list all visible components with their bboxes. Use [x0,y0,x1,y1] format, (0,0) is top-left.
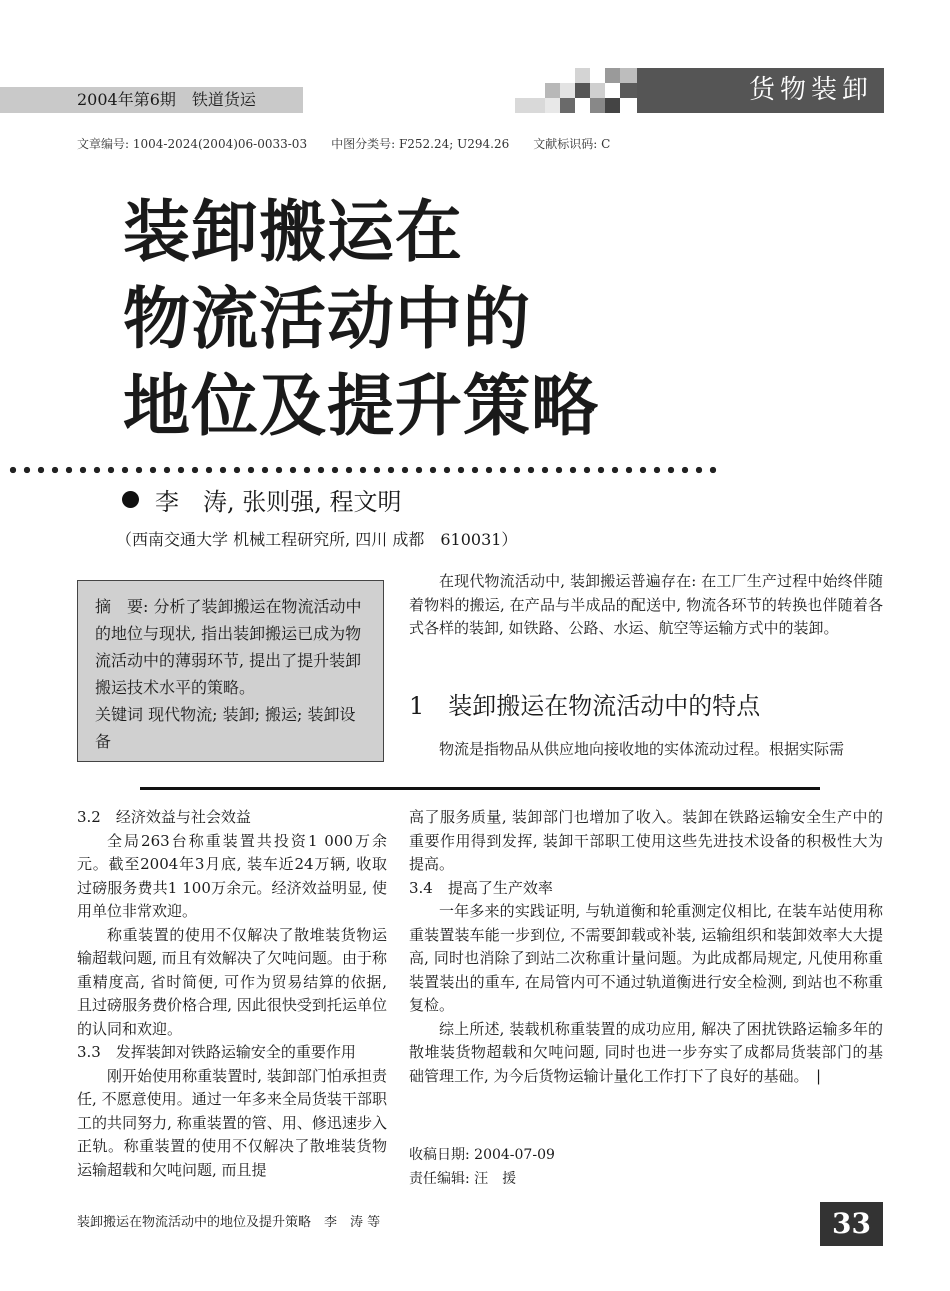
paragraph: 全局263台称重装置共投资1 000万余元。截至2004年3月底, 装车近24万辆, 收取过磅服务费共1 100万余元。经济效益明显, 使用单位非常欢迎。 [77,831,387,920]
title-line-1: 装卸搬运在 [123,192,463,271]
paragraph: 一年多来的实践证明, 与轨道衡和轮重测定仪相比, 在装车站使用称重装置装车能一步到位, 不需要卸载或补装, 运输组织和装卸效率大大提高, 同时也消除了到站二次称重计量问题。为此成都局规定, 凡使用称重装置装出的重车, 在局管内可不通过轨道衡进行安全检测, 到站也不称重复检。 [409,902,883,1014]
dotted-divider [6,463,718,477]
received-date: 收稿日期: 2004-07-09 [409,1147,555,1163]
abstract [95,593,370,755]
heading-3-2: 3.2 经济效益与社会效益 [77,808,251,826]
page-divider [140,787,820,790]
heading-3-4: 3.4 提高了生产效率 [409,878,553,897]
page-number: 33 [820,1202,883,1246]
paragraph: 刚开始使用称重装置时, 装卸部门怕承担责任, 不愿意使用。通过一年多来全局货装干部职工的共同努力, 称重装置的管、用、修迅速步入正轨。称重装置的使用不仅解决了散堆装货物运输超载和欠吨问题, 而且提 [77,1066,387,1179]
right-column [409,806,883,1088]
bullet-icon [122,491,139,508]
left-column [77,806,387,1182]
section-1-paragraph: 物流是指物品从供应地向接收地的实体流动过程。根据实际需 [439,740,845,758]
journal-issue: 2004年第6期 铁道货运 [77,90,256,109]
abstract-text: 摘 要: 分析了装卸搬运在物流活动中的地位与现状, 指出装卸搬运已成为物流活动中的薄弱环节, 提出了提升装卸搬运技术水平的策略。 [95,597,362,697]
section-title: 货物装卸 [748,75,873,105]
article-dates [409,1143,555,1191]
keywords: 关键词 现代物流; 装卸; 搬运; 装卸设备 [95,705,356,751]
title-line-3: 地位及提升策略 [123,366,599,445]
authors [122,486,402,518]
affiliation: （西南交通大学 机械工程研究所, 四川 成都 610031） [116,530,518,549]
intro-paragraph: 在现代物流活动中, 装卸搬运普遍存在: 在工厂生产过程中始终伴随着物料的搬运, 在产品与半成品的配送中, 物流各环节的转换也伴随着各式各样的装卸, 如铁路、公路、水运、航空等运输方式中的装卸。 [409,572,883,637]
paragraph: 称重装置的使用不仅解决了散堆装货物运输超载问题, 而且有效解决了欠吨问题。由于称重精度高, 省时简便, 可作为贸易结算的依据, 且过磅服务费价格合理, 因此很快受到托运单位的认同和欢迎。 [77,925,387,1038]
heading-3-3: 3.3 发挥装卸对铁路运输安全的重要作用 [77,1043,356,1061]
running-footer: 装卸搬运在物流活动中的地位及提升策略 李 涛 等 [77,1215,381,1230]
title-line-2: 物流活动中的 [123,279,531,358]
paragraph: 综上所述, 装载机称重装置的成功应用, 解决了困扰铁路运输多年的散堆装货物超载和欠吨问题, 同时也进一步夯实了成都局货装部门的基础管理工作, 为今后货物运输计量化工作打下了良好的基础。 | [409,1019,883,1085]
checker-decoration [515,68,637,113]
section-1-heading: 1 装卸搬运在物流活动中的特点 [409,692,761,720]
editor: 责任编辑: 汪 援 [409,1171,517,1187]
author-names: 李 涛, 张则强, 程文明 [155,488,402,516]
paragraph: 高了服务质量, 装卸部门也增加了收入。装卸在铁路运输安全生产中的重要作用得到发挥, 装卸干部职工使用这些先进技术设备的积极性大为提高。 [409,808,883,873]
article-meta: 文章编号: 1004-2024(2004)06-0033-03 中图分类号: F252.24; U294.26 文献标识码: C [77,137,611,151]
